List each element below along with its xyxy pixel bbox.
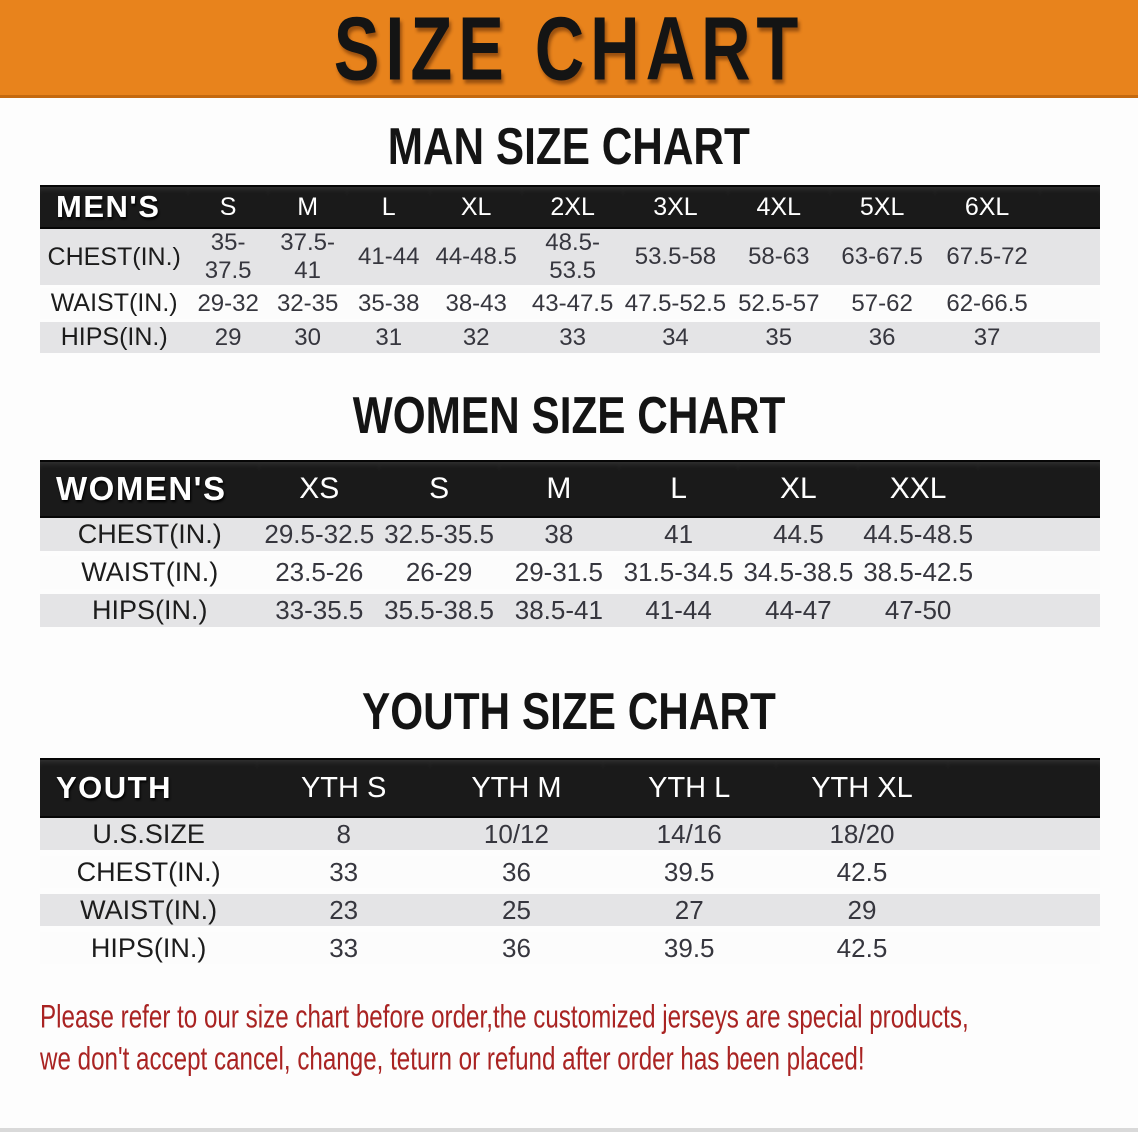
size-value-cell: 37 (935, 322, 1040, 356)
size-col-header: L (619, 460, 739, 518)
row-trailer-cell (948, 818, 1100, 856)
header-trailer-cell (1040, 185, 1100, 229)
size-value-cell: 18/20 (776, 818, 949, 856)
row-label: HIPS(IN.) (40, 594, 259, 632)
size-col-header: 4XL (728, 185, 830, 229)
size-value-cell: 41-44 (619, 594, 739, 632)
size-value-cell: 38-43 (430, 288, 522, 322)
size-value-cell: 33 (257, 932, 430, 970)
row-label: U.S.SIZE (40, 818, 257, 856)
table-row (40, 856, 1100, 894)
size-value-cell: 23.5-26 (259, 556, 379, 594)
size-value-cell: 52.5-57 (728, 288, 830, 322)
size-value-cell: 35-37.5 (188, 229, 268, 288)
size-value-cell: 44-47 (738, 594, 858, 632)
header-trailer-cell (978, 460, 1100, 518)
size-value-cell: 25 (430, 894, 603, 932)
size-value-cell: 34 (623, 322, 728, 356)
size-value-cell: 39.5 (603, 932, 776, 970)
size-col-header: S (188, 185, 268, 229)
size-col-header: YTH M (430, 758, 603, 818)
size-value-cell: 67.5-72 (935, 229, 1040, 288)
men-size-table (40, 185, 1100, 356)
row-trailer-cell (1040, 288, 1100, 322)
table-row (40, 894, 1100, 932)
size-col-header: XL (430, 185, 522, 229)
size-col-header: XS (259, 460, 379, 518)
size-value-cell: 44.5 (738, 518, 858, 556)
size-value-cell: 35-38 (347, 288, 430, 322)
size-value-cell: 53.5-58 (623, 229, 728, 288)
row-label: CHEST(IN.) (40, 229, 188, 288)
size-value-cell: 32-35 (268, 288, 348, 322)
size-value-cell: 63-67.5 (830, 229, 935, 288)
size-value-cell: 26-29 (379, 556, 499, 594)
size-value-cell: 27 (603, 894, 776, 932)
size-value-cell: 33-35.5 (259, 594, 379, 632)
row-trailer-cell (1040, 229, 1100, 288)
men-table-header-row (40, 185, 1100, 229)
order-notice-line-2: we don't accept cancel, change, teturn or refund after order has been placed! (40, 1040, 865, 1077)
size-col-header: S (379, 460, 499, 518)
size-value-cell: 58-63 (728, 229, 830, 288)
women-section-heading (0, 385, 1138, 445)
size-value-cell: 43-47.5 (522, 288, 623, 322)
men-section-heading-text: MAN SIZE CHART (387, 116, 751, 176)
size-value-cell: 23 (257, 894, 430, 932)
size-col-header: XL (738, 460, 858, 518)
row-label: CHEST(IN.) (40, 518, 259, 556)
youth-section-heading-text: YOUTH SIZE CHART (362, 681, 776, 741)
size-value-cell: 47.5-52.5 (623, 288, 728, 322)
row-label: WAIST(IN.) (40, 556, 259, 594)
women-size-section (0, 385, 1138, 632)
row-label: WAIST(IN.) (40, 288, 188, 322)
size-chart-banner (0, 0, 1138, 98)
size-value-cell: 32 (430, 322, 522, 356)
size-value-cell: 35.5-38.5 (379, 594, 499, 632)
table-row (40, 288, 1100, 322)
size-value-cell: 8 (257, 818, 430, 856)
row-label: HIPS(IN.) (40, 932, 257, 970)
size-value-cell: 10/12 (430, 818, 603, 856)
bottom-divider (0, 1128, 1138, 1132)
order-notice (40, 996, 1138, 1080)
size-value-cell: 33 (522, 322, 623, 356)
table-row (40, 518, 1100, 556)
row-label: WAIST(IN.) (40, 894, 257, 932)
size-value-cell: 32.5-35.5 (379, 518, 499, 556)
row-trailer-cell (948, 932, 1100, 970)
size-col-header: YTH XL (776, 758, 949, 818)
size-value-cell: 29-31.5 (499, 556, 619, 594)
youth-size-section (0, 681, 1138, 970)
size-col-header: 3XL (623, 185, 728, 229)
size-col-header: 6XL (935, 185, 1040, 229)
order-notice-line-1: Please refer to our size chart before order,the customized jerseys are special products, (40, 998, 969, 1035)
size-value-cell: 47-50 (858, 594, 978, 632)
row-trailer-cell (978, 594, 1100, 632)
size-value-cell: 36 (430, 856, 603, 894)
women-table-label: WOMEN'S (40, 460, 259, 518)
size-value-cell: 35 (728, 322, 830, 356)
row-label: HIPS(IN.) (40, 322, 188, 356)
size-value-cell: 29 (188, 322, 268, 356)
size-value-cell: 37.5-41 (268, 229, 348, 288)
table-row (40, 556, 1100, 594)
size-value-cell: 62-66.5 (935, 288, 1040, 322)
size-value-cell: 41-44 (347, 229, 430, 288)
size-col-header: M (499, 460, 619, 518)
youth-table-label: YOUTH (40, 758, 257, 818)
size-value-cell: 34.5-38.5 (738, 556, 858, 594)
size-value-cell: 38.5-42.5 (858, 556, 978, 594)
size-value-cell: 42.5 (776, 856, 949, 894)
size-value-cell: 14/16 (603, 818, 776, 856)
size-value-cell: 36 (430, 932, 603, 970)
row-trailer-cell (978, 556, 1100, 594)
youth-size-table (40, 758, 1100, 970)
size-value-cell: 42.5 (776, 932, 949, 970)
size-value-cell: 44.5-48.5 (858, 518, 978, 556)
size-value-cell: 31.5-34.5 (619, 556, 739, 594)
women-size-table (40, 460, 1100, 632)
men-size-section (0, 116, 1138, 356)
row-trailer-cell (1040, 322, 1100, 356)
size-value-cell: 57-62 (830, 288, 935, 322)
size-value-cell: 31 (347, 322, 430, 356)
size-value-cell: 48.5-53.5 (522, 229, 623, 288)
size-value-cell: 38.5-41 (499, 594, 619, 632)
table-row (40, 594, 1100, 632)
size-value-cell: 44-48.5 (430, 229, 522, 288)
size-value-cell: 29-32 (188, 288, 268, 322)
table-row (40, 818, 1100, 856)
row-trailer-cell (948, 894, 1100, 932)
size-col-header: 2XL (522, 185, 623, 229)
banner-title: SIZE CHART (333, 0, 805, 99)
table-row (40, 932, 1100, 970)
size-value-cell: 36 (830, 322, 935, 356)
size-col-header: M (268, 185, 348, 229)
size-chart-sections (0, 116, 1138, 970)
header-trailer-cell (948, 758, 1100, 818)
table-row (40, 229, 1100, 288)
size-value-cell: 39.5 (603, 856, 776, 894)
size-col-header: 5XL (830, 185, 935, 229)
size-col-header: YTH L (603, 758, 776, 818)
row-label: CHEST(IN.) (40, 856, 257, 894)
women-section-heading-text: WOMEN SIZE CHART (352, 385, 786, 445)
size-value-cell: 29 (776, 894, 949, 932)
size-col-header: XXL (858, 460, 978, 518)
table-row (40, 322, 1100, 356)
men-section-heading (0, 116, 1138, 176)
size-col-header: YTH S (257, 758, 430, 818)
men-table-label: MEN'S (40, 185, 188, 229)
size-value-cell: 29.5-32.5 (259, 518, 379, 556)
size-col-header: L (347, 185, 430, 229)
youth-table-header-row (40, 758, 1100, 818)
youth-section-heading (0, 681, 1138, 741)
size-value-cell: 30 (268, 322, 348, 356)
size-value-cell: 33 (257, 856, 430, 894)
row-trailer-cell (978, 518, 1100, 556)
size-value-cell: 38 (499, 518, 619, 556)
row-trailer-cell (948, 856, 1100, 894)
size-value-cell: 41 (619, 518, 739, 556)
women-table-header-row (40, 460, 1100, 518)
